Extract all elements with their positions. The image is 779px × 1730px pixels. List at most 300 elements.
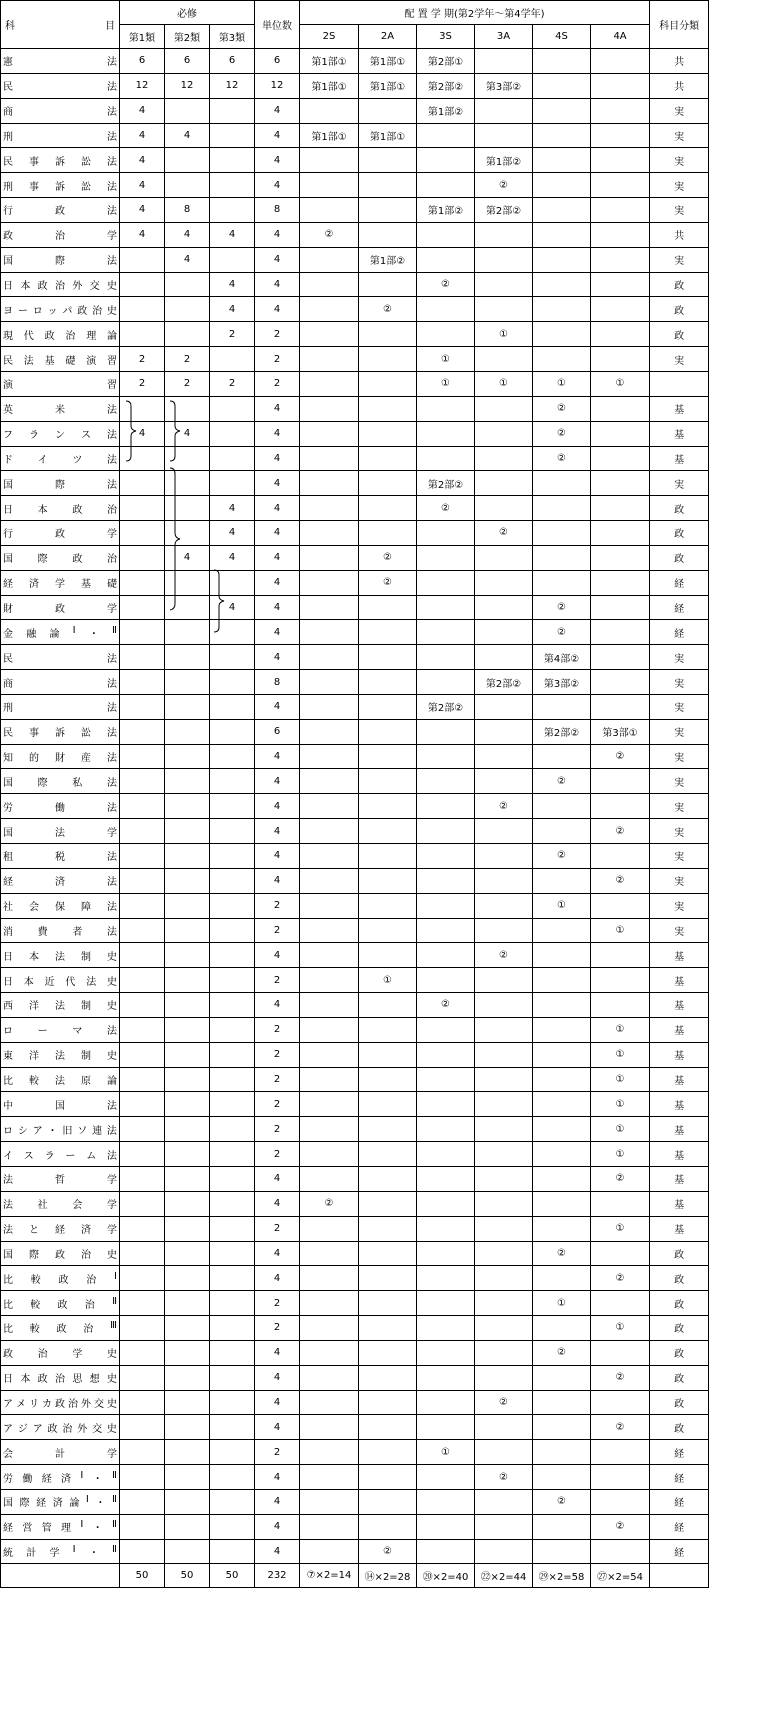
- rui2-cell: [165, 694, 210, 719]
- term-4s-cell: ②: [533, 1241, 591, 1266]
- term-4a-cell: ①: [591, 1216, 650, 1241]
- term-4a-cell: [591, 943, 650, 968]
- term-4a-cell: [591, 1291, 650, 1316]
- term-4a-cell: [591, 1489, 650, 1514]
- table-row: [1, 1390, 709, 1415]
- rui1-cell: [120, 1191, 165, 1216]
- term-2s-cell: [300, 1291, 359, 1316]
- rui3-cell: [210, 1316, 255, 1341]
- term-2s-cell: [300, 595, 359, 620]
- term-4s-cell: ②: [533, 620, 591, 645]
- subject-name: [1, 1117, 120, 1142]
- subject-name-text: ア メ リ カ 政 治 外 交 史: [3, 1398, 117, 1410]
- total-3a: ㉒×2=44: [475, 1564, 533, 1588]
- term-2a-cell: [359, 371, 417, 396]
- category-cell: 実: [650, 719, 709, 744]
- term-4s-cell: ②: [533, 769, 591, 794]
- subject-name: [1, 1266, 120, 1291]
- term-3s-cell: [417, 1514, 475, 1539]
- term-3a-cell: [475, 968, 533, 993]
- subject-name: [1, 371, 120, 396]
- term-3s-cell: [417, 1216, 475, 1241]
- rui1-cell: [120, 993, 165, 1018]
- subject-name-text: 比 較 政 治 Ⅰ: [3, 1270, 117, 1286]
- term-4s-cell: [533, 148, 591, 173]
- units-cell: 4: [255, 744, 300, 769]
- rui3-cell: [210, 1216, 255, 1241]
- rui2-cell: [165, 993, 210, 1018]
- table-row: [1, 272, 709, 297]
- term-3a-cell: 第3部②: [475, 73, 533, 98]
- rui2-cell: [165, 173, 210, 198]
- rui3-cell: [210, 1266, 255, 1291]
- table-row: [1, 993, 709, 1018]
- term-3a-cell: [475, 1291, 533, 1316]
- rui3-cell: [210, 694, 255, 719]
- rui2-cell: [165, 844, 210, 869]
- units-cell: 2: [255, 1042, 300, 1067]
- term-3s-cell: [417, 819, 475, 844]
- table-row: [1, 471, 709, 496]
- term-3a-cell: [475, 1067, 533, 1092]
- term-3a-cell: [475, 1191, 533, 1216]
- term-2a-cell: [359, 1017, 417, 1042]
- subject-name: [1, 49, 120, 74]
- term-4a-cell: [591, 1241, 650, 1266]
- units-cell: 4: [255, 1266, 300, 1291]
- units-cell: 8: [255, 198, 300, 223]
- term-4s-cell: [533, 496, 591, 521]
- term-2s-cell: [300, 1092, 359, 1117]
- term-2s-cell: [300, 1166, 359, 1191]
- term-2a-cell: [359, 222, 417, 247]
- term-2a-cell: [359, 844, 417, 869]
- term-3s-cell: [417, 1465, 475, 1490]
- rui2-cell: 4: [165, 545, 210, 570]
- term-3a-cell: [475, 1415, 533, 1440]
- term-2a-cell: ②: [359, 297, 417, 322]
- subject-name: [1, 595, 120, 620]
- term-4a-cell: [591, 694, 650, 719]
- term-3a-cell: [475, 471, 533, 496]
- rui2-cell: [165, 496, 210, 521]
- rui3-cell: [210, 1390, 255, 1415]
- rui2-cell: 4: [165, 123, 210, 148]
- term-4s-cell: [533, 1166, 591, 1191]
- term-4a-cell: [591, 645, 650, 670]
- term-2s-cell: [300, 769, 359, 794]
- term-3s-cell: [417, 446, 475, 471]
- units-cell: 4: [255, 545, 300, 570]
- table-row: [1, 1241, 709, 1266]
- term-4a-cell: ②: [591, 868, 650, 893]
- term-2s-cell: [300, 322, 359, 347]
- rui2-cell: [165, 1017, 210, 1042]
- term-4a-cell: [591, 347, 650, 372]
- table-row: [1, 570, 709, 595]
- category-cell: 基: [650, 1191, 709, 1216]
- rui2-cell: 4: [165, 247, 210, 272]
- category-cell: 経: [650, 1465, 709, 1490]
- term-4s-cell: [533, 297, 591, 322]
- rui2-cell: 2: [165, 371, 210, 396]
- rui2-cell: [165, 1241, 210, 1266]
- term-2s-cell: [300, 968, 359, 993]
- rui1-cell: [120, 1440, 165, 1465]
- term-3a-cell: ①: [475, 371, 533, 396]
- table-row: [1, 1216, 709, 1241]
- term-4s-cell: [533, 694, 591, 719]
- rui1-cell: [120, 769, 165, 794]
- rui3-cell: [210, 1291, 255, 1316]
- term-2s-cell: [300, 993, 359, 1018]
- term-4s-cell: [533, 247, 591, 272]
- subject-name-text: ロ ー マ 法: [3, 1026, 117, 1038]
- units-cell: 4: [255, 1514, 300, 1539]
- term-4s-cell: [533, 819, 591, 844]
- term-2s-cell: [300, 396, 359, 421]
- category-cell: 基: [650, 1017, 709, 1042]
- term-4s-cell: [533, 49, 591, 74]
- category-cell: 基: [650, 943, 709, 968]
- subject-name-text: 演 習: [3, 380, 117, 392]
- rui1-cell: 4: [120, 173, 165, 198]
- subject-name-text: 日 本 法 制 史: [3, 951, 117, 963]
- subject-name: [1, 819, 120, 844]
- term-3a-cell: ②: [475, 794, 533, 819]
- term-4s-cell: [533, 1017, 591, 1042]
- term-3s-cell: [417, 247, 475, 272]
- total-2s: ⑦×2=14: [300, 1564, 359, 1588]
- term-2a-cell: ②: [359, 570, 417, 595]
- rui1-cell: [120, 819, 165, 844]
- term-4a-cell: ②: [591, 1415, 650, 1440]
- term-3a-cell: ②: [475, 1465, 533, 1490]
- subject-name-text: 財 政 学: [3, 603, 117, 615]
- term-2s-cell: [300, 1216, 359, 1241]
- term-4s-cell: [533, 545, 591, 570]
- total-category: [650, 1564, 709, 1588]
- rui1-cell: [120, 322, 165, 347]
- category-cell: 実: [650, 868, 709, 893]
- rui2-cell: [165, 322, 210, 347]
- category-cell: 経: [650, 570, 709, 595]
- rui2-cell: [165, 819, 210, 844]
- term-4s-cell: ②: [533, 421, 591, 446]
- subject-name: [1, 1017, 120, 1042]
- term-3s-cell: [417, 893, 475, 918]
- term-3s-cell: [417, 1142, 475, 1167]
- units-cell: 4: [255, 471, 300, 496]
- term-2a-cell: [359, 496, 417, 521]
- category-cell: 実: [650, 694, 709, 719]
- subject-name-text: 日 本 政 治 外 交 史: [3, 281, 117, 293]
- term-3a-cell: [475, 1489, 533, 1514]
- rui1-cell: 4: [120, 148, 165, 173]
- category-cell: 政: [650, 1390, 709, 1415]
- term-3s-cell: [417, 769, 475, 794]
- term-3a-cell: ②: [475, 943, 533, 968]
- units-cell: 8: [255, 670, 300, 695]
- term-3s-cell: ①: [417, 347, 475, 372]
- subject-name: [1, 73, 120, 98]
- term-3s-cell: [417, 1415, 475, 1440]
- term-3s-cell: [417, 222, 475, 247]
- category-cell: 政: [650, 1316, 709, 1341]
- subject-name-text: 比 較 法 原 論: [3, 1076, 117, 1088]
- category-cell: 共: [650, 73, 709, 98]
- rui3-cell: 6: [210, 49, 255, 74]
- term-2s-cell: [300, 670, 359, 695]
- category-cell: 共: [650, 49, 709, 74]
- table-row: [1, 396, 709, 421]
- term-2s-cell: [300, 1117, 359, 1142]
- table-row: [1, 247, 709, 272]
- table-row: [1, 844, 709, 869]
- term-4s-cell: [533, 968, 591, 993]
- rui3-cell: 4: [210, 297, 255, 322]
- term-4s-cell: [533, 173, 591, 198]
- term-4a-cell: [591, 670, 650, 695]
- subject-name-text: 国 際 法: [3, 256, 117, 268]
- rui1-cell: [120, 396, 165, 421]
- category-cell: 政: [650, 1415, 709, 1440]
- subject-name: [1, 123, 120, 148]
- subject-name-text: 中 国 法: [3, 1100, 117, 1112]
- rui2-cell: [165, 1316, 210, 1341]
- rui2-cell: [165, 446, 210, 471]
- units-cell: 4: [255, 496, 300, 521]
- term-3a-cell: [475, 1266, 533, 1291]
- term-2s-cell: [300, 421, 359, 446]
- total-rui3: 50: [210, 1564, 255, 1588]
- term-2a-cell: [359, 868, 417, 893]
- term-2s-cell: 第1部①: [300, 73, 359, 98]
- table-row: [1, 1017, 709, 1042]
- table-row: [1, 670, 709, 695]
- table-row: [1, 297, 709, 322]
- term-3s-cell: [417, 570, 475, 595]
- units-cell: 4: [255, 993, 300, 1018]
- term-3s-cell: 第1部②: [417, 98, 475, 123]
- term-3a-cell: [475, 496, 533, 521]
- rui1-cell: [120, 272, 165, 297]
- rui1-cell: [120, 1390, 165, 1415]
- term-4a-cell: [591, 73, 650, 98]
- term-4a-cell: [591, 794, 650, 819]
- table-row: [1, 1166, 709, 1191]
- term-2a-cell: ②: [359, 1539, 417, 1564]
- term-3a-cell: [475, 1142, 533, 1167]
- term-4s-cell: [533, 794, 591, 819]
- term-3a-cell: [475, 446, 533, 471]
- term-3a-cell: [475, 1216, 533, 1241]
- table-row: [1, 1042, 709, 1067]
- term-4a-cell: [591, 1440, 650, 1465]
- units-cell: 4: [255, 247, 300, 272]
- term-2s-cell: [300, 1042, 359, 1067]
- units-cell: 4: [255, 819, 300, 844]
- units-cell: 4: [255, 943, 300, 968]
- subject-name: [1, 222, 120, 247]
- subject-name: [1, 1514, 120, 1539]
- term-3a-cell: [475, 1316, 533, 1341]
- category-cell: 政: [650, 1340, 709, 1365]
- term-3a-cell: 第1部②: [475, 148, 533, 173]
- rui3-cell: [210, 98, 255, 123]
- term-2s-cell: [300, 148, 359, 173]
- rui2-cell: [165, 297, 210, 322]
- subject-name: [1, 620, 120, 645]
- rui1-cell: [120, 1340, 165, 1365]
- term-2s-cell: ②: [300, 1191, 359, 1216]
- rui2-cell: [165, 1539, 210, 1564]
- term-4a-cell: [591, 173, 650, 198]
- total-label: [1, 1564, 120, 1588]
- term-4a-cell: ②: [591, 819, 650, 844]
- units-cell: 2: [255, 322, 300, 347]
- term-2s-cell: 第1部①: [300, 49, 359, 74]
- term-3s-cell: [417, 943, 475, 968]
- rui1-cell: [120, 968, 165, 993]
- rui3-cell: [210, 1117, 255, 1142]
- rui2-cell: 6: [165, 49, 210, 74]
- rui3-cell: [210, 421, 255, 446]
- rui1-cell: [120, 943, 165, 968]
- subject-name: [1, 545, 120, 570]
- units-cell: 4: [255, 123, 300, 148]
- rui1-cell: 2: [120, 371, 165, 396]
- units-cell: 2: [255, 1316, 300, 1341]
- term-3a-cell: [475, 645, 533, 670]
- header-rui1: 第1類: [120, 25, 165, 49]
- rui3-cell: [210, 670, 255, 695]
- term-2s-cell: [300, 347, 359, 372]
- units-cell: 2: [255, 371, 300, 396]
- subject-name-text: 経 済 学 基 礎: [3, 579, 117, 591]
- term-3s-cell: [417, 123, 475, 148]
- units-cell: 4: [255, 521, 300, 546]
- term-3s-cell: [417, 173, 475, 198]
- term-2s-cell: [300, 794, 359, 819]
- rui1-cell: [120, 1166, 165, 1191]
- term-4a-cell: ①: [591, 1117, 650, 1142]
- category-cell: 実: [650, 123, 709, 148]
- category-cell: 政: [650, 1291, 709, 1316]
- subject-name-text: 民 事 訴 訟 法: [3, 156, 117, 168]
- term-2a-cell: [359, 1291, 417, 1316]
- term-2a-cell: [359, 1440, 417, 1465]
- term-2s-cell: [300, 521, 359, 546]
- subject-name-text: ド イ ツ 法: [3, 454, 117, 466]
- units-cell: 4: [255, 694, 300, 719]
- rui2-cell: [165, 1216, 210, 1241]
- subject-name: [1, 347, 120, 372]
- category-cell: 基: [650, 396, 709, 421]
- rui2-cell: [165, 1489, 210, 1514]
- term-2s-cell: [300, 744, 359, 769]
- term-4a-cell: [591, 496, 650, 521]
- term-3a-cell: ②: [475, 1390, 533, 1415]
- term-2a-cell: [359, 521, 417, 546]
- rui2-cell: 2: [165, 347, 210, 372]
- term-4a-cell: [591, 222, 650, 247]
- term-2a-cell: ②: [359, 545, 417, 570]
- term-4s-cell: [533, 1465, 591, 1490]
- subject-name: [1, 1042, 120, 1067]
- term-3s-cell: [417, 297, 475, 322]
- rui3-cell: 4: [210, 595, 255, 620]
- subject-name: [1, 943, 120, 968]
- term-2s-cell: [300, 1489, 359, 1514]
- rui1-cell: [120, 694, 165, 719]
- term-4a-cell: [591, 620, 650, 645]
- units-cell: 2: [255, 1117, 300, 1142]
- term-3a-cell: [475, 545, 533, 570]
- rui2-cell: [165, 943, 210, 968]
- table-row: [1, 868, 709, 893]
- term-3s-cell: [417, 1241, 475, 1266]
- table-row: [1, 446, 709, 471]
- term-4a-cell: ①: [591, 1017, 650, 1042]
- subject-name-text: 経 営 管 理 Ⅰ ・ Ⅱ: [3, 1519, 117, 1535]
- rui2-cell: [165, 471, 210, 496]
- rui3-cell: [210, 645, 255, 670]
- term-4s-cell: [533, 272, 591, 297]
- rui3-cell: [210, 347, 255, 372]
- term-4a-cell: [591, 247, 650, 272]
- term-3s-cell: [417, 148, 475, 173]
- term-4s-cell: ②: [533, 1340, 591, 1365]
- rui3-cell: [210, 1017, 255, 1042]
- term-4a-cell: [591, 521, 650, 546]
- term-2a-cell: [359, 769, 417, 794]
- term-4s-cell: [533, 1514, 591, 1539]
- subject-name-text: 国 際 経 済 論 Ⅰ ・ Ⅱ: [3, 1494, 117, 1510]
- term-4s-cell: [533, 322, 591, 347]
- category-cell: 経: [650, 1440, 709, 1465]
- subject-name: [1, 918, 120, 943]
- table-row: [1, 421, 709, 446]
- rui1-cell: [120, 297, 165, 322]
- category-cell: 実: [650, 198, 709, 223]
- table-row: [1, 148, 709, 173]
- header-kamoku-right: 目: [105, 21, 115, 32]
- table-row: [1, 893, 709, 918]
- category-cell: 実: [650, 670, 709, 695]
- term-4a-cell: ①: [591, 918, 650, 943]
- term-2s-cell: [300, 1266, 359, 1291]
- term-4s-cell: ②: [533, 1489, 591, 1514]
- units-cell: 2: [255, 1067, 300, 1092]
- subject-name-text: 経 済 法: [3, 877, 117, 889]
- term-3s-cell: [417, 521, 475, 546]
- term-3a-cell: [475, 421, 533, 446]
- term-3s-cell: ②: [417, 993, 475, 1018]
- rui2-cell: [165, 968, 210, 993]
- subject-name: [1, 173, 120, 198]
- category-cell: 基: [650, 1067, 709, 1092]
- rui3-cell: [210, 719, 255, 744]
- rui2-cell: [165, 1415, 210, 1440]
- term-3a-cell: [475, 297, 533, 322]
- term-4a-cell: ①: [591, 1042, 650, 1067]
- term-3s-cell: [417, 1166, 475, 1191]
- rui3-cell: 4: [210, 496, 255, 521]
- term-4s-cell: ①: [533, 371, 591, 396]
- rui1-cell: [120, 645, 165, 670]
- subject-name-text: 日 本 近 代 法 史: [3, 976, 117, 988]
